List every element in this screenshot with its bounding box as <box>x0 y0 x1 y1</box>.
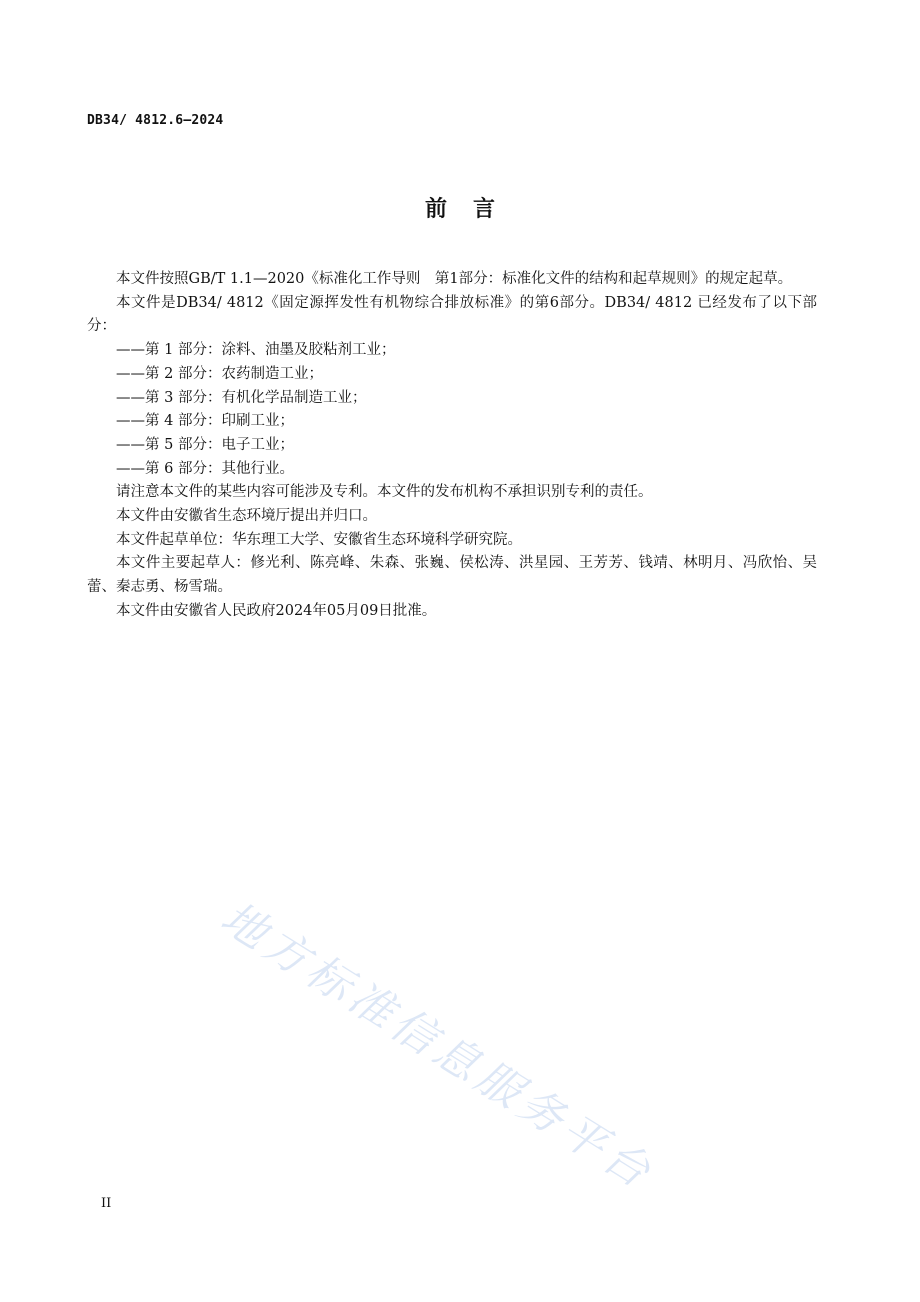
paragraph-approval: 本文件由安徽省人民政府2024年05月09日批准。 <box>116 602 437 619</box>
paragraph-drafters: 本文件主要起草人：修光利、陈亮峰、朱森、张巍、侯松涛、洪星园、王芳芳、钱靖、林明月、冯欣怡、吴蕾、秦志勇、杨雪瑞。 <box>87 555 817 596</box>
paragraph-drafting-units: 本文件起草单位：华东理工大学、安徽省生态环境科学研究院。 <box>116 531 522 548</box>
page-title: 前言 <box>424 197 521 222</box>
paragraph-patent-notice: 请注意本文件的某些内容可能涉及专利。本文件的发布机构不承担识别专利的责任。 <box>116 484 653 501</box>
paragraph-series-info: 本文件是DB34/ 4812《固定源挥发性有机物综合排放标准》的第6部分。DB34/ 4812 已经发布了以下部分： <box>87 294 817 335</box>
list-item: ——第 4 部分：印刷工业； <box>116 413 294 430</box>
standard-code: DB34/ 4812.6—2024 <box>87 113 224 128</box>
paragraph-drafting-basis: 本文件按照GB/T 1.1—2020《标准化工作导则 第1部分：标准化文件的结构和起草规则》的规定起草。 <box>116 271 793 287</box>
watermark: 地方标准信息服务平台 <box>212 892 664 1201</box>
list-item: ——第 2 部分：农药制造工业； <box>116 365 323 382</box>
list-item: ——第 1 部分：涂料、油墨及胶粘剂工业； <box>116 342 396 359</box>
document-body <box>87 268 817 624</box>
list-item: ——第 5 部分：电子工业； <box>116 436 294 453</box>
list-item: ——第 6 部分：其他行业。 <box>116 460 294 477</box>
list-item: ——第 3 部分：有机化学品制造工业； <box>116 389 367 406</box>
page-number: II <box>101 1196 112 1211</box>
paragraph-proposer: 本文件由安徽省生态环境厅提出并归口。 <box>116 508 377 525</box>
